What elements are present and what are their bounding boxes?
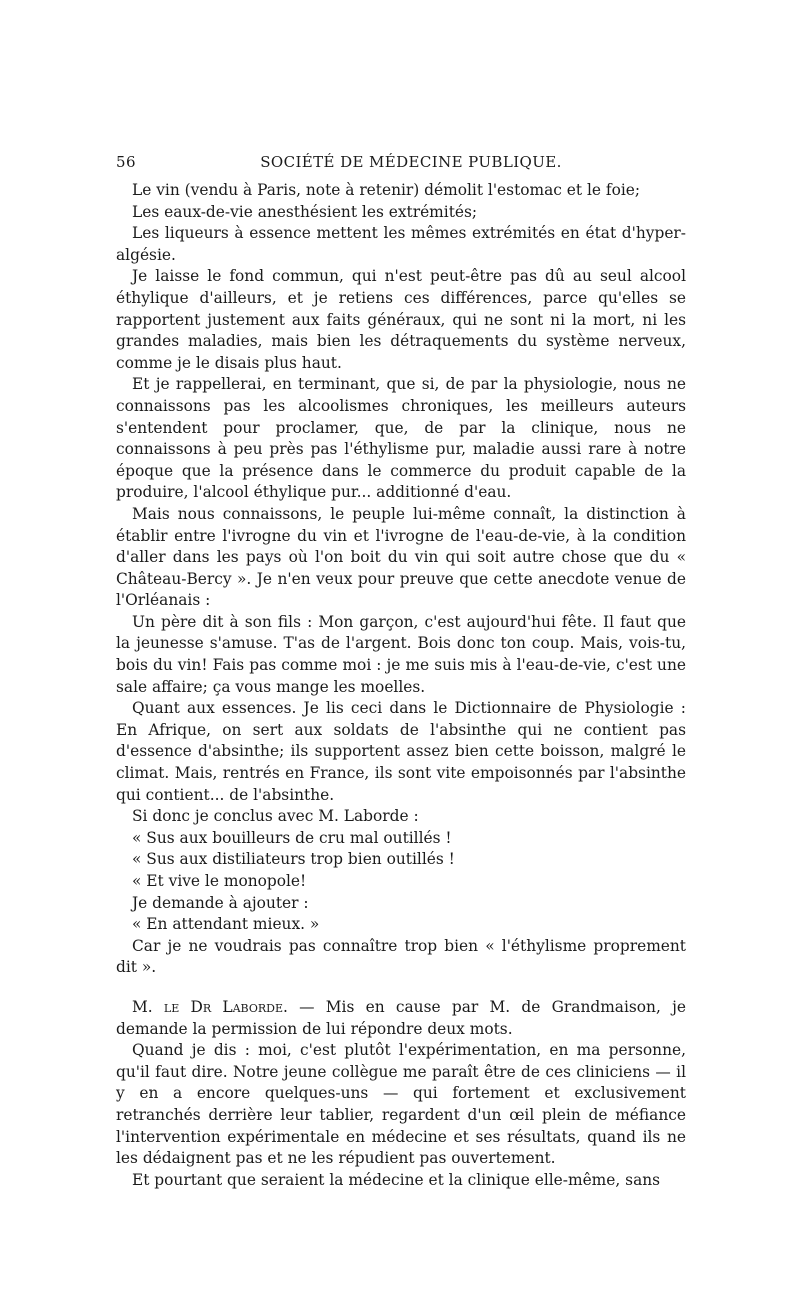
paragraph: Je demande à ajouter : [132,893,309,912]
paragraph: Les liqueurs à essence mettent les mêmes extrémités en état d'hyper-algésie. [116,224,686,264]
quote-line: « En attendant mieux. » [132,915,320,934]
paragraph: Le vin (vendu à Paris, note à retenir) démolit l'estomac et le foie; [132,181,641,199]
quote-line: « Et vive le monopole! [132,872,307,890]
paragraph: Mais nous connaissons, le peuple lui-même connaît, la distinction à établir entre l'ivrogne du vin et l'ivrogne de l'eau-de-vie, à la condition d'aller dans les pays où l'on boit du vin qui soit autre chose que du « Château-Bercy ». Je n'en veux pour preuve que cette anecdote venue de l'Orléanais : [116,504,686,610]
reply-paragraph [116,997,686,1040]
paragraph: Les eaux-de-vie anesthésient les extrémités; [132,202,478,221]
paragraph: Et je rappellerai, en terminant, que si, de par la physiologie, nous ne connaissons pas les alcoolismes chroniques, les meilleurs auteurs s'entendent pour proclamer, que, de par la clinique, nous ne connaissons à peu près pas l'éthylisme pur, maladie aussi rare à notre époque que la présence dans le commerce du produit capable de la produire, l'alcool éthylique pur... additionné d'eau. [116,375,686,502]
paragraph: Quant aux essences. Je lis ceci dans le Dictionnaire de Physiologie : En Afrique, on sert aux soldats de l'absinthe qui ne contient pas d'essence d'absinthe; ils supportent assez bien cette boisson, malgré le climat. Mais, rentrés en France, ils sont vite empoisonnés par l'absinthe qui contient... de l'absinthe. [116,699,686,804]
paragraph: Car je ne voudrais pas connaître trop bien « l'éthylisme proprement dit ». [116,936,686,977]
section-gap [116,979,686,997]
paragraph: Un père dit à son fils : Mon garçon, c'est aujourd'hui fête. Il faut que la jeunesse s'amuse. T'as de l'argent. Bois donc ton coup. Mais, vois-tu, bois du vin! Fais pas comme moi : je me suis mis à l'eau-de-vie, c'est une sale affaire; ça vous mange les moelles. [116,612,686,696]
reply-text: — Mis en cause par M. de Grandmaison, je demande la permission de lui répondre deux mots. [116,997,686,1038]
quote-line: « Sus aux bouilleurs de cru mal outillés ! [132,828,452,847]
page-number: 56 [116,153,136,171]
running-title: SOCIÉTÉ DE MÉDECINE PUBLIQUE. [260,153,562,171]
running-header [116,152,686,180]
speaker-name: M. le Dr Laborde. [132,997,288,1016]
paragraph: Quand je dis : moi, c'est plutôt l'expérimentation, en ma personne, qu'il faut dire. Notre jeune collègue me paraît être de ces cliniciens — il y en a encore quelques-uns — qui fortement et exclusivement retranchés derrière leur tablier, regardent d'un œil plein de méfiance l'intervention expérimentale en médecine et ses résultats, quand ils ne les dédaignent pas et ne les répudient pas ouvertement. [116,1041,686,1168]
quote-line: « Sus aux distiliateurs trop bien outillés ! [132,850,455,869]
paragraph: Si donc je conclus avec M. Laborde : [132,807,419,826]
paragraph: Je laisse le fond commun, qui n'est peut-être pas dû au seul alcool éthylique d'ailleurs, et je retiens ces différences, parce qu'elles se rapportent justement aux faits généraux, qui ne sont ni la mort, ni les grandes maladies, mais bien les détraquements du système nerveux, comme je le disais plus haut. [116,267,686,372]
paragraph: Et pourtant que seraient la médecine et la clinique elle-même, sans [132,1170,661,1189]
document-page [116,152,686,1191]
